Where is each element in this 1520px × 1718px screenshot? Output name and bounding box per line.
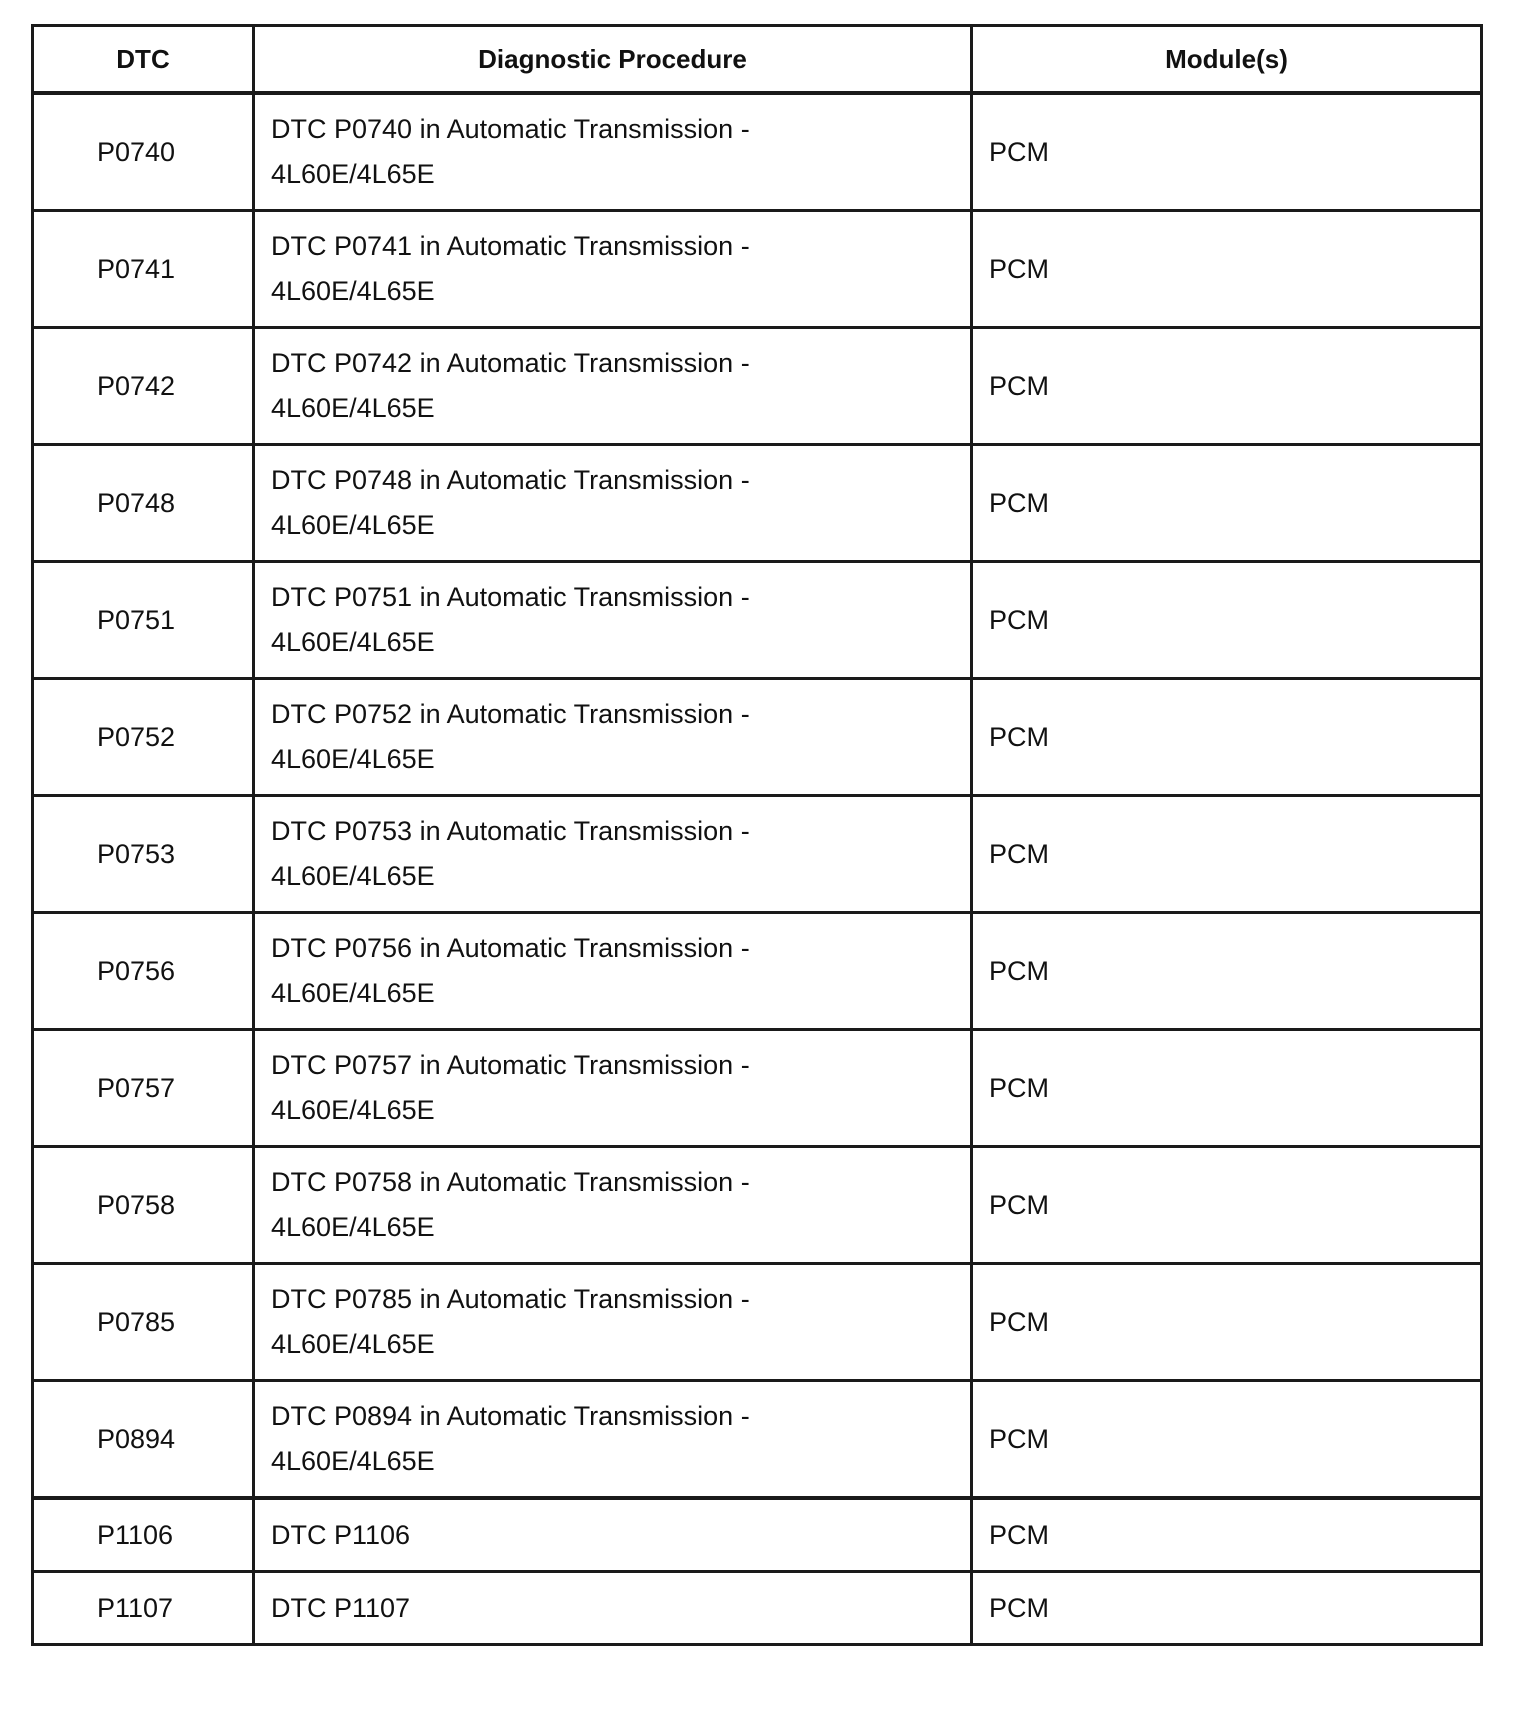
diagnostic-procedure <box>254 562 972 679</box>
module: PCM <box>972 913 1482 1030</box>
diagnostic-procedure <box>254 1264 972 1381</box>
diagnostic-procedure <box>254 913 972 1030</box>
table-row <box>33 1264 1482 1381</box>
diagnostic-procedure-line: DTC P0894 in Automatic Transmission - <box>271 1401 750 1431</box>
diagnostic-procedure <box>254 93 972 211</box>
table-body <box>33 93 1482 1645</box>
dtc-code: P0753 <box>33 796 254 913</box>
diagnostic-procedure-line: 4L60E/4L65E <box>271 744 435 774</box>
diagnostic-procedure-line: 4L60E/4L65E <box>271 159 435 189</box>
diagnostic-procedure-line: DTC P0751 in Automatic Transmission - <box>271 582 750 612</box>
dtc-code: P0748 <box>33 445 254 562</box>
diagnostic-procedure-line: 4L60E/4L65E <box>271 1095 435 1125</box>
diagnostic-procedure <box>254 1498 972 1572</box>
diagnostic-procedure-line: DTC P0752 in Automatic Transmission - <box>271 699 750 729</box>
diagnostic-procedure-line: 4L60E/4L65E <box>271 510 435 540</box>
dtc-code: P0742 <box>33 328 254 445</box>
table-row <box>33 93 1482 211</box>
module: PCM <box>972 1381 1482 1499</box>
module: PCM <box>972 93 1482 211</box>
diagnostic-procedure-line: 4L60E/4L65E <box>271 276 435 306</box>
module: PCM <box>972 211 1482 328</box>
diagnostic-procedure <box>254 796 972 913</box>
diagnostic-procedure-line: DTC P1106 <box>271 1519 411 1550</box>
table-row <box>33 1030 1482 1147</box>
module: PCM <box>972 445 1482 562</box>
module: PCM <box>972 796 1482 913</box>
diagnostic-procedure-line: DTC P0753 in Automatic Transmission - <box>271 816 750 846</box>
diagnostic-procedure <box>254 1030 972 1147</box>
table-row <box>33 913 1482 1030</box>
module: PCM <box>972 1030 1482 1147</box>
diagnostic-procedure-line: 4L60E/4L65E <box>271 1446 435 1476</box>
module: PCM <box>972 679 1482 796</box>
table-row <box>33 1381 1482 1499</box>
diagnostic-procedure-line: DTC P0742 in Automatic Transmission - <box>271 348 750 378</box>
diagnostic-procedure-line: 4L60E/4L65E <box>271 627 435 657</box>
module: PCM <box>972 562 1482 679</box>
dtc-code: P0757 <box>33 1030 254 1147</box>
dtc-code: P0740 <box>33 93 254 211</box>
dtc-code: P0758 <box>33 1147 254 1264</box>
table-row <box>33 1572 1482 1645</box>
diagnostic-procedure-line: DTC P0757 in Automatic Transmission - <box>271 1050 750 1080</box>
module: PCM <box>972 1147 1482 1264</box>
table-row <box>33 211 1482 328</box>
dtc-code: P0741 <box>33 211 254 328</box>
diagnostic-procedure-line: 4L60E/4L65E <box>271 861 435 891</box>
diagnostic-procedure-line: 4L60E/4L65E <box>271 978 435 1008</box>
table-row <box>33 679 1482 796</box>
diagnostic-procedure-line: DTC P0748 in Automatic Transmission - <box>271 465 750 495</box>
dtc-code: P0752 <box>33 679 254 796</box>
module: PCM <box>972 1264 1482 1381</box>
table-row <box>33 1147 1482 1264</box>
dtc-code: P0751 <box>33 562 254 679</box>
diagnostic-procedure-line: 4L60E/4L65E <box>271 393 435 423</box>
module: PCM <box>972 1572 1482 1645</box>
diagnostic-procedure <box>254 211 972 328</box>
diagnostic-procedure <box>254 679 972 796</box>
diagnostic-procedure-line: DTC P0741 in Automatic Transmission - <box>271 231 750 261</box>
table-row <box>33 1498 1482 1572</box>
module: PCM <box>972 328 1482 445</box>
diagnostic-procedure-line: DTC P0756 in Automatic Transmission - <box>271 933 750 963</box>
diagnostic-procedure-line: DTC P0785 in Automatic Transmission - <box>271 1284 750 1314</box>
header-modules: Module(s) <box>972 26 1482 94</box>
dtc-code: P0894 <box>33 1381 254 1499</box>
diagnostic-procedure <box>254 445 972 562</box>
table-row <box>33 328 1482 445</box>
diagnostic-procedure <box>254 1572 972 1645</box>
diagnostic-procedure-line: 4L60E/4L65E <box>271 1212 435 1242</box>
dtc-code: P1106 <box>33 1498 254 1572</box>
dtc-code: P0756 <box>33 913 254 1030</box>
dtc-table <box>31 24 1483 1646</box>
dtc-code: P1107 <box>33 1572 254 1645</box>
diagnostic-procedure-line: DTC P0758 in Automatic Transmission - <box>271 1167 750 1197</box>
dtc-code: P0785 <box>33 1264 254 1381</box>
table-row <box>33 796 1482 913</box>
diagnostic-procedure-line: DTC P0740 in Automatic Transmission - <box>271 114 750 144</box>
table-header-row <box>33 26 1482 94</box>
header-diagnostic-procedure: Diagnostic Procedure <box>254 26 972 94</box>
diagnostic-procedure <box>254 1147 972 1264</box>
diagnostic-procedure-line: 4L60E/4L65E <box>271 1329 435 1359</box>
module: PCM <box>972 1498 1482 1572</box>
diagnostic-procedure <box>254 328 972 445</box>
diagnostic-procedure <box>254 1381 972 1499</box>
table-row <box>33 562 1482 679</box>
diagnostic-procedure-line: DTC P1107 <box>271 1592 411 1623</box>
header-dtc: DTC <box>33 26 254 94</box>
table-row <box>33 445 1482 562</box>
